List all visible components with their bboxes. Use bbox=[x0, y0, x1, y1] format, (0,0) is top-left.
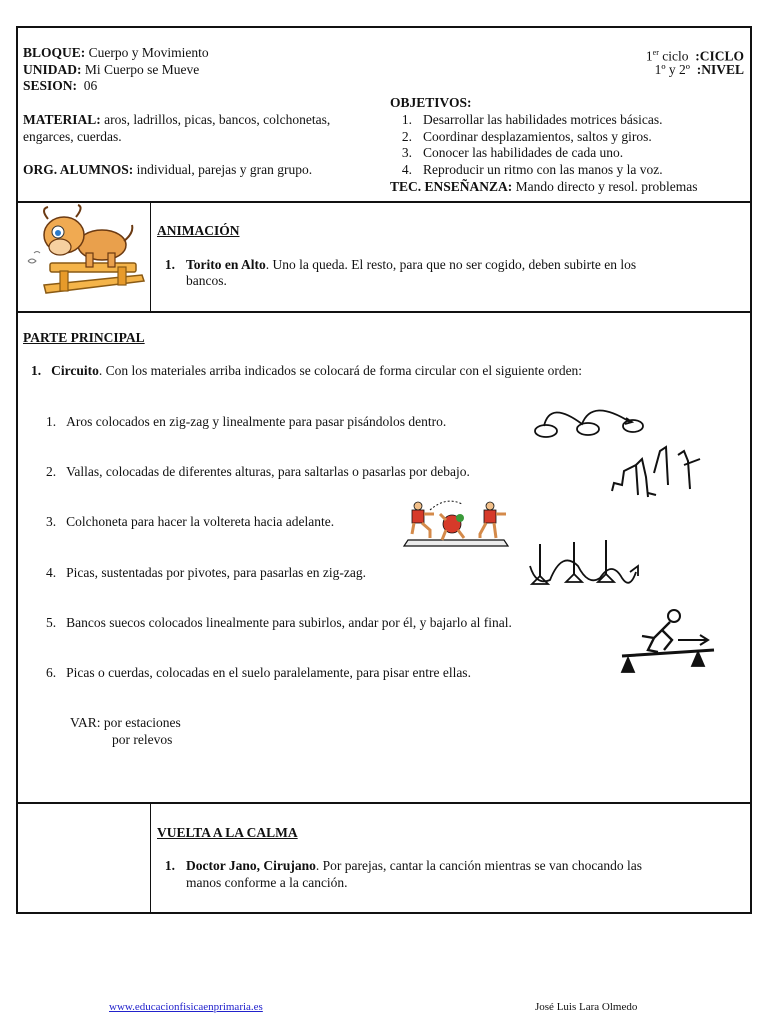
divider-col-animacion bbox=[150, 202, 151, 312]
divider-animacion bbox=[18, 311, 750, 313]
sesion-value: 06 bbox=[83, 78, 98, 93]
animacion-item-title: Torito en Alto bbox=[186, 257, 266, 272]
calma-title: VUELTA A LA CALMA bbox=[157, 825, 298, 840]
ciclo-text: ciclo bbox=[658, 48, 689, 64]
step-item: 6. Picas o cuerdas, colocadas en el suelo paralelamente, para pisar entre ellas. bbox=[46, 665, 471, 680]
var-line-2: por relevos bbox=[112, 732, 173, 747]
animacion-item-text-2: bancos. bbox=[186, 273, 227, 288]
calma-item-text-2: manos conforme a la canción. bbox=[186, 875, 348, 890]
animacion-item-text: . Uno la queda. El resto, para que no ser cogido, deben subirte en los bbox=[265, 257, 637, 272]
org-label: ORG. ALUMNOS: bbox=[23, 162, 134, 177]
bloque-value: Cuerpo y Movimiento bbox=[88, 45, 209, 60]
step-item: 4. Picas, sustentadas por pivotes, para pasarlas en zig-zag. bbox=[46, 565, 367, 580]
material-value: aros, ladrillos, picas, bancos, colchonetas, bbox=[104, 112, 331, 127]
ciclo-label: :CICLO bbox=[695, 48, 744, 64]
nivel-line bbox=[655, 62, 744, 79]
bloque-line bbox=[23, 45, 209, 62]
sesion-label: SESION: bbox=[23, 78, 78, 93]
website-link[interactable]: www.educacionfisicaenprimaria.es bbox=[109, 1001, 263, 1013]
org-line bbox=[23, 162, 312, 179]
ciclo-sup: er bbox=[652, 48, 659, 57]
objetivo-item: 2. Coordinar desplazamientos, saltos y giros. bbox=[401, 128, 652, 144]
circuito-line: 1. Circuito. Con los materiales arriba indicados se colocará de forma circular con el siguiente orden: bbox=[31, 363, 583, 378]
divider-principal bbox=[18, 802, 750, 804]
unidad-line bbox=[23, 62, 199, 79]
bull-on-bench-illustration bbox=[20, 205, 144, 305]
calma-item: 1. Doctor Jano, Cirujano. Por parejas, cantar la canción mientras se van chocando las bbox=[164, 858, 642, 873]
circuito-text: . Con los materiales arriba indicados se colocará de forma circular con el siguiente orden: bbox=[98, 363, 583, 378]
objetivos-list bbox=[390, 112, 663, 178]
objetivos-title: OBJETIVOS: bbox=[390, 95, 472, 110]
poles-sketch-icon bbox=[526, 536, 646, 594]
tec-value: Mando directo y resol. problemas bbox=[515, 179, 698, 194]
unidad-value: Mi Cuerpo se Mueve bbox=[84, 62, 200, 77]
animacion-item: 1. Torito en Alto. Uno la queda. El resto, para que no ser cogido, deben subirte en los bbox=[164, 257, 637, 272]
step-item: 3. Colchoneta para hacer la voltereta hacia adelante. bbox=[46, 514, 335, 529]
step-item: 2. Vallas, colocadas de diferentes alturas, para saltarlas o pasarlas por debajo. bbox=[46, 464, 470, 479]
step-item: 5. Bancos suecos colocados linealmente para subirlos, andar por él, y bajarlo al final. bbox=[46, 615, 512, 630]
bloque-label: BLOQUE: bbox=[23, 45, 86, 60]
var-line: VAR: por estaciones bbox=[70, 715, 181, 730]
tec-label: TEC. ENSEÑANZA: bbox=[390, 179, 513, 194]
animacion-title: ANIMACIÓN bbox=[157, 223, 240, 238]
step-item: 1. Aros colocados en zig-zag y linealmente para pasar pisándolos dentro. bbox=[46, 414, 447, 429]
hoops-sketch-icon bbox=[530, 404, 650, 440]
author-name: José Luis Lara Olmedo bbox=[535, 1001, 638, 1013]
unidad-label: UNIDAD: bbox=[23, 62, 82, 77]
bench-walk-sketch-icon bbox=[618, 606, 720, 678]
org-value: individual, parejas y gran grupo. bbox=[136, 162, 313, 177]
nivel-value: 1º y 2º bbox=[654, 62, 690, 77]
objetivo-item: 3. Conocer las habilidades de cada uno. bbox=[401, 145, 624, 160]
tec-line bbox=[390, 179, 697, 196]
material-line bbox=[23, 112, 330, 129]
hurdles-sketch-icon bbox=[608, 445, 708, 503]
circuito-title: Circuito bbox=[51, 363, 99, 378]
objetivo-item: 1. Desarrollar las habilidades motrices básicas. bbox=[401, 112, 663, 127]
divider-header bbox=[18, 201, 750, 203]
calma-item-text: . Por parejas, cantar la canción mientras se van chocando las bbox=[315, 858, 642, 873]
objetivo-item: 4. Reproducir un ritmo con las manos y la voz. bbox=[401, 161, 663, 177]
divider-col-calma bbox=[150, 803, 151, 914]
ciclo-num: 1 bbox=[645, 48, 653, 64]
material-line-2: engarces, cuerdas. bbox=[23, 129, 122, 144]
principal-title: PARTE PRINCIPAL bbox=[23, 330, 145, 345]
forward-roll-illustration bbox=[400, 494, 512, 552]
nivel-label: :NIVEL bbox=[696, 62, 744, 77]
sesion-line bbox=[23, 78, 97, 95]
material-label: MATERIAL: bbox=[23, 112, 101, 127]
calma-item-title: Doctor Jano, Cirujano bbox=[186, 858, 316, 873]
